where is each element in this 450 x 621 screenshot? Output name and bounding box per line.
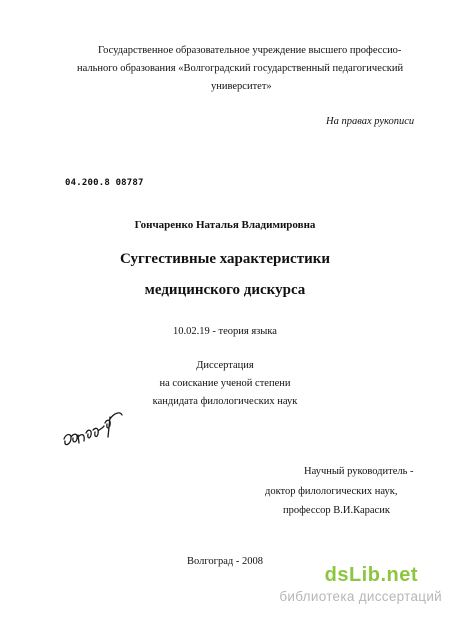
manuscript-rights-note: На правах рукописи <box>326 116 415 127</box>
supervisor-line-3: профессор В.И.Карасик <box>283 505 390 516</box>
watermark-subtitle: библиотека диссертаций <box>279 589 442 604</box>
degree-line-3: кандидата филологических наук <box>152 396 298 407</box>
institution-line-3: университет» <box>211 81 272 92</box>
handwritten-signature <box>60 403 132 451</box>
institution-line-1: Государственное образовательное учреждение высшего профессио- <box>98 45 402 56</box>
dslib-watermark <box>252 563 442 611</box>
author-name: Гончаренко Наталья Владимировна <box>134 219 316 231</box>
degree-line-1: Диссертация <box>196 360 254 371</box>
library-stamp-code: 04.200.8 08787 <box>65 178 144 188</box>
watermark-logo: dsLib.net <box>324 564 418 586</box>
place-and-year: Волгоград - 2008 <box>187 556 263 567</box>
specialty-code: 10.02.19 - теория языка <box>173 326 277 337</box>
institution-line-2: нального образования «Волгоградский государственный педагогический <box>77 63 404 74</box>
supervisor-line-2: доктор филологических наук, <box>265 486 398 497</box>
dissertation-title-line-2: медицинского дискурса <box>144 282 306 298</box>
dissertation-title-line-1: Суггестивные характеристики <box>119 251 330 267</box>
degree-line-2: на соискание ученой степени <box>159 378 291 389</box>
supervisor-line-1: Научный руководитель - <box>304 466 414 477</box>
